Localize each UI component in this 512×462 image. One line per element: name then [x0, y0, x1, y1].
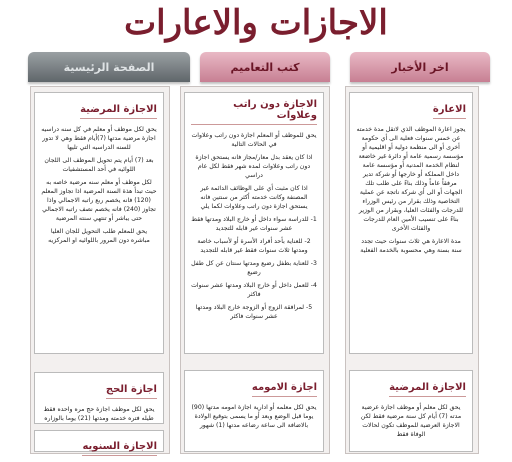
page-title: الاجازات والاعارات	[124, 3, 388, 43]
main-tabs	[28, 52, 490, 86]
unpaid-text-6: 3- للعناية بطفل رضيع ومدتها سنتان عن كل طفل رضيع	[191, 260, 317, 276]
maternity-leave-heading: اجازة الامومه	[252, 382, 317, 397]
loan-heading: الاعارة	[433, 104, 466, 119]
sick-leave-panel	[34, 92, 164, 354]
tab-latest-news[interactable]: اخر الأخبار	[350, 52, 490, 82]
sick-leave-right-heading: الاجازة المرضية	[389, 382, 466, 397]
sick-text-1: يحق لكل موظف أو معلم في كل سنه دراسيه اجازة مرضية مدتها (7)أيام فقط وهي لا تدور للسنه الدراسيه التي تليها	[41, 126, 157, 151]
sick-text-2: بعد (7) أيام يتم تحويل الموظف الى اللجان اللوائيه في أحد المستشفيات	[44, 157, 154, 173]
loan-panel	[349, 92, 473, 354]
unpaid-text-7: 4- للعمل داخل أو خارج البلاد ومدتها عشر سنوات فاكثر	[191, 282, 317, 298]
sick-text-3: لكل موظف أو معلم سنه مرضية خاصه به حيث تبدأ هذة السنة المرضية اذا تجاوز المعلم (120) فانه يخصم ربع راتبه الاجمالي واذا تجاوز (240) فانه يخصم نصف راتبه الاجمالي حتى يباشر أو تنتهي سنته المرضية	[41, 179, 157, 222]
tab-circulars[interactable]: كتب التعاميم	[200, 52, 330, 82]
sick-leave-heading: الاجازة المرضية	[80, 104, 157, 119]
page-title-bar	[0, 0, 512, 48]
annual-leave-heading: الاجازة السنويه	[82, 441, 157, 456]
unpaid-leave-panel	[184, 92, 324, 354]
unpaid-text-8: 5- لمرافقة الزوج أو الزوجة خارج البلاد ومدتها عشر سنوات فاكثر	[195, 304, 313, 320]
sick-leave-right-text: يحق لكل معلم أو موظف اجازة عرضية مدته (7) أيام كل سنة مرضية فقط لكن الاجازة العرضية للموظف تكون لحالات الوفاة فقط	[360, 404, 462, 438]
sick-text-4: يحق للمعلم طلب التحويل للجان العليا مباشره دون المرور باللوائيه او المركزيه	[48, 228, 150, 244]
unpaid-text-1: يحق للموظف أو المعلم اجازة دون راتب وعلاوات في الحالات التالية	[191, 132, 317, 148]
hajj-leave-panel	[34, 372, 164, 424]
hajj-leave-text: يحق لكل موظف اجازة حج مره واحده فقط طيله فتره خدمته ومدتها (21) يوما بالوزاره	[43, 406, 155, 422]
unpaid-leave-heading: الاجازة دون راتب وعلاوات	[191, 99, 317, 125]
unpaid-text-4: 1- للدراسة سواء داخل أو خارج البلاد ومدتها فقط عشر سنوات غير قابله للتجديد	[191, 216, 317, 232]
hajj-leave-heading: اجازة الحج	[106, 384, 157, 399]
loan-text-1: يجوز اعارة الموظف الذي لاتقل مدة خدمته عن خمس سنوات فعلية الى أي حكومة أخرى أو الى منظمة دولية أو اقليمية أو مؤسسة رسمية عامة أو دائرة غير خاضعة لنظام الخدمة المدنية أو مؤسسة عامة داخل المملكة أو خارجها أو شركة تدير مرفقاً عاماً وذلك بناءً على طلب تلك الجهات أو الى أي شركة ناتجة عن عملية التخاصية وذلك بقرار من رئيس الوزراء للدرجات والفئات العليا، وبقرار من الوزير بناءً على تنسيب الأمين العام للدرجات والفئات الأخرى	[356, 126, 466, 232]
annual-leave-panel	[34, 430, 164, 452]
unpaid-text-5: 2- للعناية بأحد أفراد الأسرة أو لأسباب خاصة ومدتها ثلاث سنوات فقط غير قابله للتجديد	[197, 238, 311, 254]
tab-home[interactable]: الصفحة الرئيسية	[28, 52, 190, 82]
unpaid-text-3: اذا كان مثبت أي على الوظائف الدائمة غير المصنفة وكانت خدمته أكثر من سنتين فانه يستحق اجازة دون راتب وعلاوات لكما يلي	[200, 185, 308, 210]
loan-text-2: مدة الاعارة هي ثلاث سنوات حيث تجدد سنة بسنة وهي محسوبة بالخدمة الفعلية	[360, 238, 462, 254]
maternity-leave-text: يحق لكل معلمه أو ادارية اجازة امومه مدتها (90) يوما قبل الوضع وبعد أو ما يسمى بتوقيع الولادة بالاضافة الى ساعة رضاعه مدتها (1) شهور	[191, 404, 317, 429]
unpaid-text-2: اذا كان يعقد بدل معار/مجاز فانه يستحق اجازة دون راتب وعلاوات لمده شهر فقط لكل عام دراسي	[195, 154, 313, 179]
sick-leave-right-panel	[349, 370, 473, 452]
maternity-leave-panel	[184, 370, 324, 452]
